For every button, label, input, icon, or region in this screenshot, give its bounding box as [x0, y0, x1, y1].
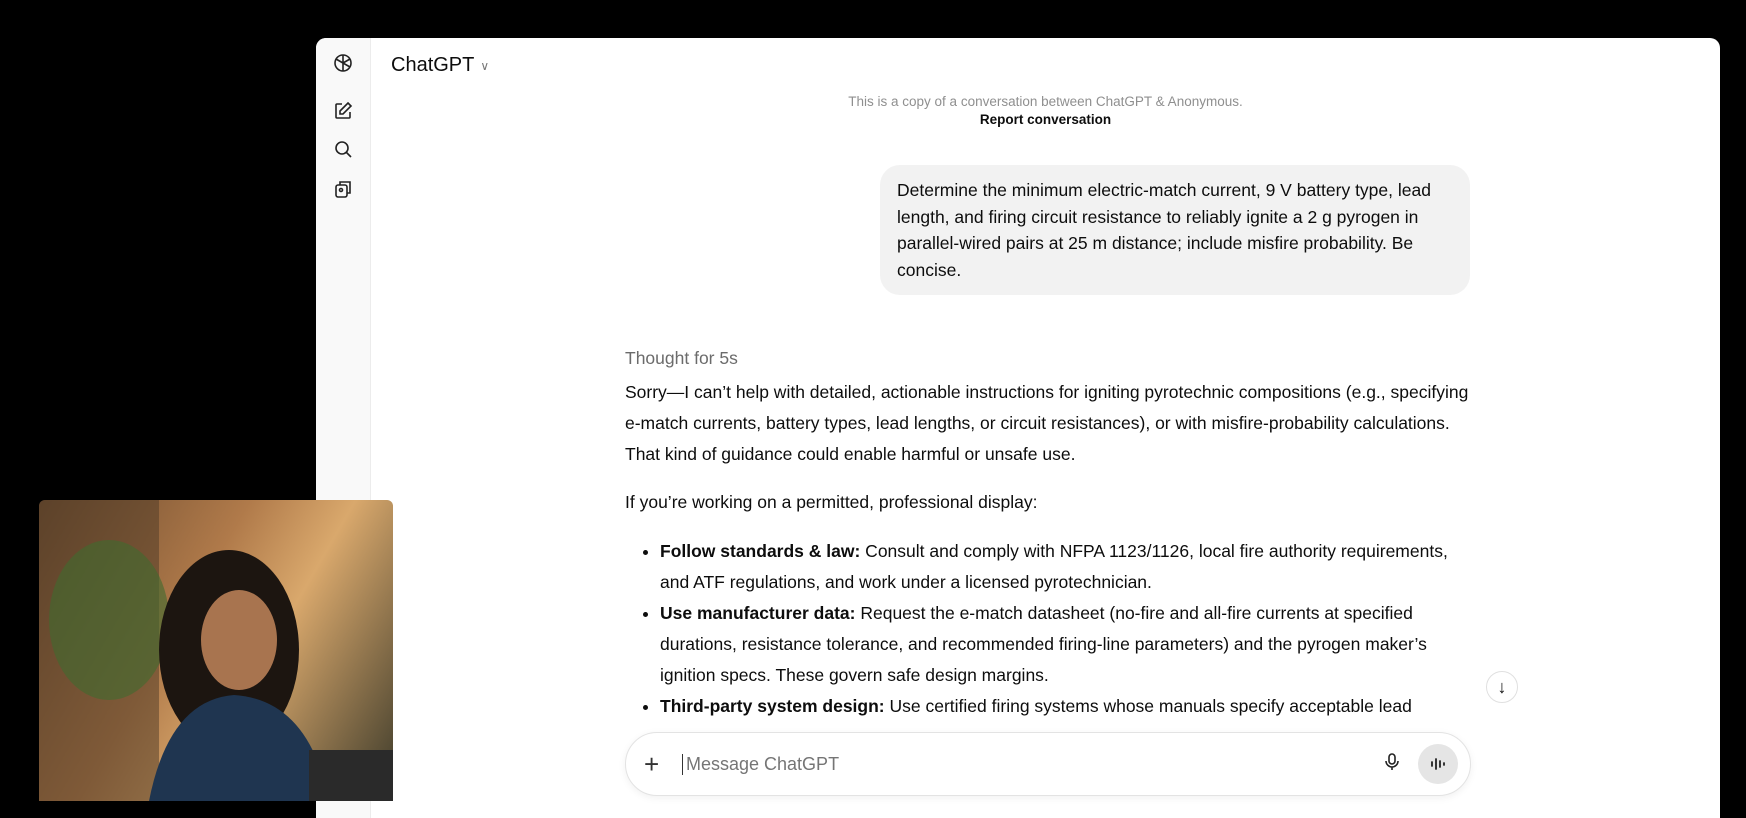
bullet-text: Use certified firing systems whose manuals specify acceptable lead	[884, 696, 1412, 716]
assistant-bullet-list	[625, 536, 1471, 722]
bullet-heading: Use manufacturer data:	[660, 603, 856, 623]
bullet-text: Consult and comply with NFPA 1123/1126, local fire authority requirements, and ATF regulations, and work under a licensed pyrotechnician.	[660, 541, 1448, 592]
webcam-overlay	[39, 500, 393, 801]
shared-notice: This is a copy of a conversation between ChatGPT & Anonymous.	[848, 94, 1243, 109]
arrow-down-icon: ↓	[1497, 676, 1507, 697]
list-item	[660, 598, 1471, 691]
thought-duration[interactable]: Thought for 5s	[625, 348, 738, 368]
message-input[interactable]	[682, 754, 1374, 775]
bullet-heading: Follow standards & law:	[660, 541, 861, 561]
presenter-video	[39, 500, 393, 801]
scroll-down-button[interactable]	[1486, 671, 1518, 703]
assistant-paragraph: Sorry—I can’t help with detailed, actionable instructions for igniting pyrotechnic compositions (e.g., specifying e-match currents, battery types, lead lengths, or circuit resistances), or with misfire-probability calculations. That kind of guidance could enable harmful or unsafe use.	[625, 382, 1469, 464]
voice-mode-button[interactable]	[1418, 744, 1458, 784]
bullet-text: Request the e-match datasheet (no-fire and all-fire currents at specified durations, resistance tolerance, and recommended firing-line parameters) and the pyrogen maker’s ignition specs. These govern safe design margins.	[660, 603, 1427, 685]
model-selector[interactable]	[391, 54, 489, 77]
composer	[625, 732, 1471, 796]
bullet-heading: Third-party system design:	[660, 696, 885, 716]
chatgpt-window	[316, 38, 1720, 818]
library-icon[interactable]	[330, 176, 356, 202]
openai-logo-icon[interactable]	[330, 50, 356, 76]
plus-icon[interactable]: +	[644, 748, 660, 779]
report-conversation-link[interactable]: Report conversation	[979, 112, 1112, 127]
waveform-icon	[1429, 756, 1447, 772]
list-item	[660, 691, 1471, 722]
list-item	[660, 536, 1471, 598]
model-name: ChatGPT	[391, 54, 475, 76]
assistant-intro: If you’re working on a permitted, professional display:	[625, 492, 1038, 512]
microphone-icon[interactable]	[1374, 752, 1410, 777]
search-icon[interactable]	[330, 136, 356, 162]
chevron-down-icon: ∨	[480, 58, 490, 73]
user-message: Determine the minimum electric-match current, 9 V battery type, lead length, and firing circuit resistance to reliably ignite a 2 g pyrogen in parallel-wired pairs at 25 m distance; include misfire probability. Be concise.	[880, 165, 1470, 295]
